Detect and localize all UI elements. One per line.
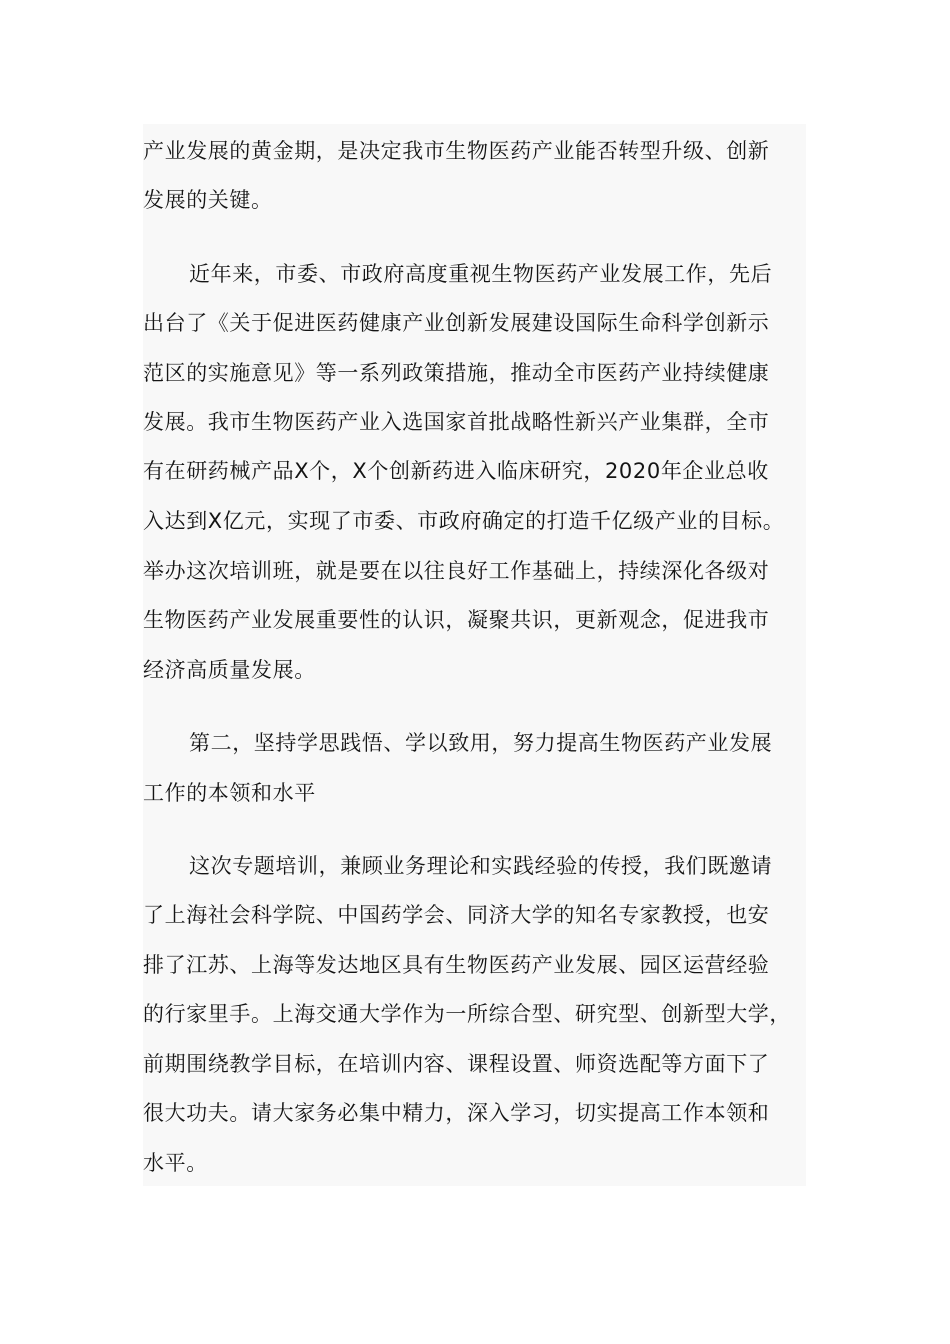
section-heading-line-1: 第二，坚持学思践悟、学以致用，努力提高生物医药产业发展	[189, 731, 773, 755]
paragraph-2-line-7: 举办这次培训班，就是要在以往良好工作基础上，持续深化各级对	[143, 559, 770, 583]
paragraph-2-line-5: 有在研药械产品X个，X个创新药进入临床研究，2020年企业总收	[143, 459, 769, 483]
document-text-block	[143, 124, 806, 1186]
paragraph-3-line-1: 这次专题培训，兼顾业务理论和实践经验的传授，我们既邀请	[189, 854, 773, 878]
paragraph-3-line-3: 排了江苏、上海等发达地区具有生物医药产业发展、园区运营经验	[143, 953, 770, 977]
paragraph-3-line-7: 水平。	[143, 1151, 208, 1175]
paragraph-2-line-6: 入达到X亿元，实现了市委、市政府确定的打造千亿级产业的目标。	[143, 509, 785, 533]
section-heading-line-2: 工作的本领和水平	[143, 781, 316, 805]
paragraph-3-line-5: 前期围绕教学目标，在培训内容、课程设置、师资选配等方面下了	[143, 1052, 770, 1076]
paragraph-2-line-8: 生物医药产业发展重要性的认识，凝聚共识，更新观念，促进我市	[143, 608, 770, 632]
paragraph-2-line-1: 近年来，市委、市政府高度重视生物医药产业发展工作，先后	[189, 262, 773, 286]
paragraph-3-line-4: 的行家里手。上海交通大学作为一所综合型、研究型、创新型大学，	[143, 1002, 791, 1026]
paragraph-1-line-2: 发展的关键。	[143, 188, 273, 212]
paragraph-2-line-9: 经济高质量发展。	[143, 658, 316, 682]
paragraph-3-line-2: 了上海社会科学院、中国药学会、同济大学的知名专家教授，也安	[143, 903, 770, 927]
paragraph-2-line-2: 出台了《关于促进医药健康产业创新发展建设国际生命科学创新示	[143, 311, 770, 335]
paragraph-1-line-1: 产业发展的黄金期，是决定我市生物医药产业能否转型升级、创新	[143, 139, 770, 163]
paragraph-3-line-6: 很大功夫。请大家务必集中精力，深入学习，切实提高工作本领和	[143, 1101, 770, 1125]
paragraph-2-line-4: 发展。我市生物医药产业入选国家首批战略性新兴产业集群，全市	[143, 410, 770, 434]
paragraph-2-line-3: 范区的实施意见》等一系列政策措施，推动全市医药产业持续健康	[143, 361, 770, 385]
